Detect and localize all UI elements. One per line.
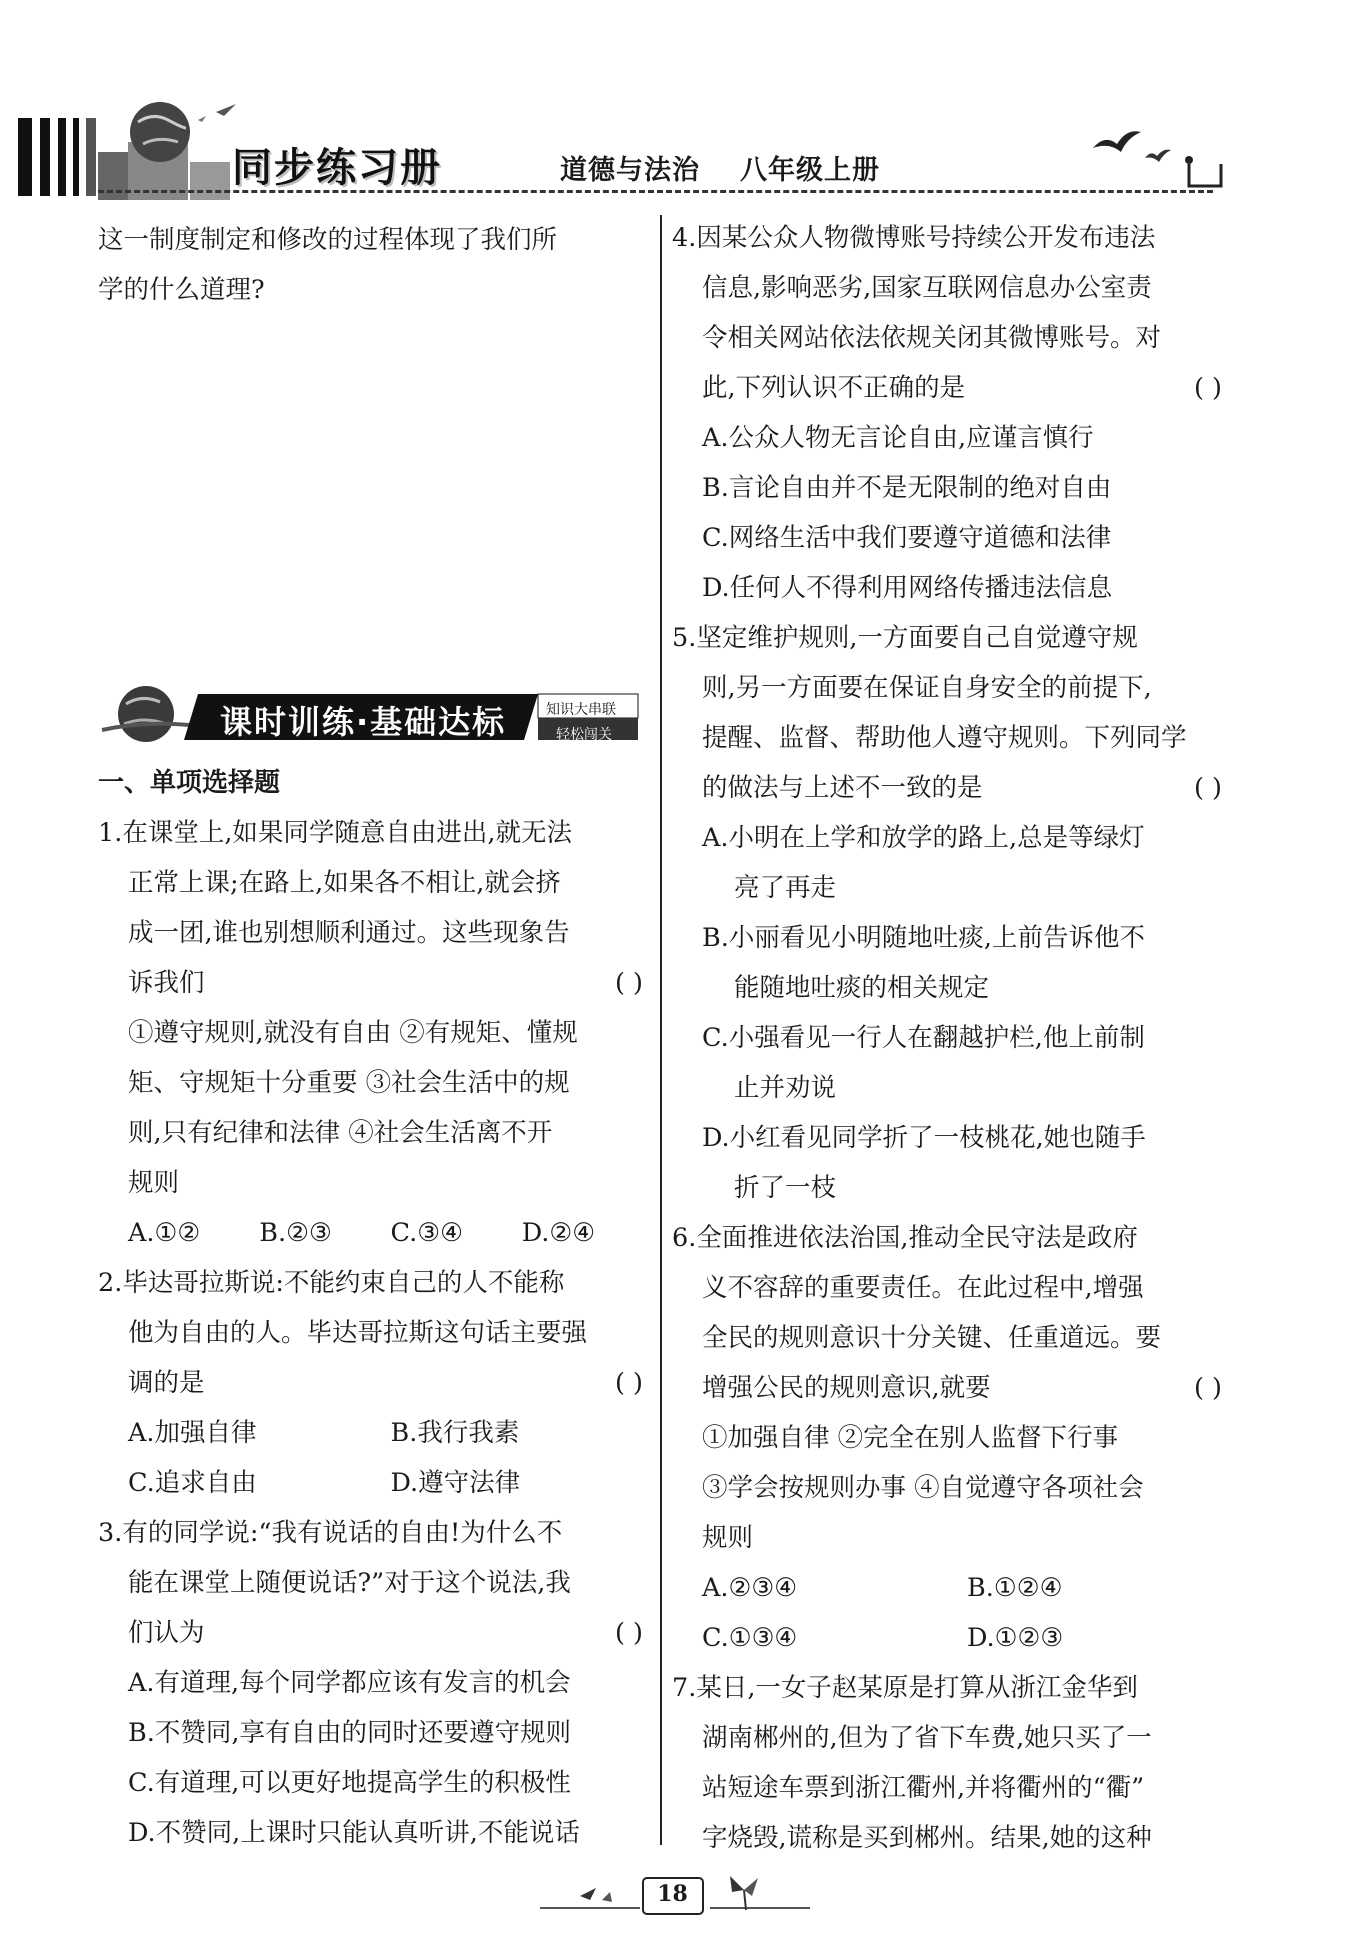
book-title: 同步练习册 — [232, 145, 442, 191]
answer-paren: ( ) — [1193, 773, 1222, 803]
question-text: 他为自由的人。毕达哥拉斯这句话主要强 — [128, 1318, 588, 1348]
question-text-last — [672, 363, 1232, 413]
option-b: B.言论自由并不是无限制的绝对自由 — [702, 473, 1112, 503]
question-text: 1.在课堂上,如果同学随意自由进出,就无法 — [98, 818, 573, 848]
statement-line: 规则 — [702, 1523, 754, 1553]
globe-logo-icon — [98, 92, 238, 202]
intro-line: 这一制度制定和修改的过程体现了我们所 — [98, 225, 558, 255]
option-b: B.不赞同,享有自由的同时还要遵守规则 — [128, 1718, 571, 1748]
option-c: C.网络生活中我们要遵守道德和法律 — [702, 523, 1112, 553]
answer-paren: ( ) — [614, 1618, 643, 1648]
question-1 — [98, 808, 653, 1258]
question-text: 站短途车票到浙江衢州,并将衢州的“衢” — [702, 1773, 1145, 1803]
statement-line: ①遵守规则,就没有自由 ②有规矩、懂规 — [128, 1018, 578, 1048]
question-text-last — [98, 1608, 653, 1658]
options-row — [672, 1613, 1232, 1663]
right-column — [672, 213, 1232, 1863]
option-b-cont: 能随地吐痰的相关规定 — [734, 973, 990, 1003]
statement-line: 规则 — [128, 1168, 180, 1198]
grade-label: 八年级上册 — [740, 155, 880, 186]
statement-line: 则,只有纪律和法律 ④社会生活离不开 — [128, 1118, 553, 1148]
option-d: D.遵守法律 — [390, 1468, 521, 1498]
options-row — [98, 1458, 653, 1508]
option-c: C.①③④ — [702, 1623, 798, 1653]
answer-paren: ( ) — [614, 1368, 643, 1398]
question-text-last — [98, 958, 653, 1008]
question-5 — [672, 613, 1232, 1213]
question-7 — [672, 1663, 1232, 1863]
header-stripes-decoration — [18, 118, 96, 196]
question-text: 调的是 — [128, 1368, 205, 1398]
option-d: D.②④ — [521, 1218, 596, 1248]
option-a: A.②③④ — [702, 1573, 798, 1603]
option-a: A.①② — [128, 1218, 201, 1248]
option-d: D.①②③ — [967, 1623, 1064, 1653]
options-row — [98, 1408, 653, 1458]
option-c: C.追求自由 — [128, 1468, 257, 1498]
question-text: 此,下列认识不正确的是 — [702, 373, 966, 403]
question-text: 义不容辞的重要责任。在此过程中,增强 — [702, 1273, 1144, 1303]
section-banner-tag-top: 知识大串联 — [546, 702, 616, 718]
question-text: 则,另一方面要在保证自身安全的前提下, — [702, 673, 1152, 703]
statement-line: 矩、守规矩十分重要 ③社会生活中的规 — [128, 1068, 570, 1098]
section-heading: 一、单项选择题 — [98, 768, 281, 798]
page-number: 18 — [657, 1881, 688, 1907]
option-a-cont: 亮了再走 — [734, 873, 837, 903]
birds-icon — [1085, 120, 1225, 200]
section-banner-title: 课时训练·基础达标 — [220, 703, 507, 741]
question-text-last — [672, 1363, 1232, 1413]
intro-line: 学的什么道理? — [98, 275, 265, 305]
question-text: 能在课堂上随便说话?”对于这个说法,我 — [128, 1568, 571, 1598]
question-text: 诉我们 — [128, 968, 205, 998]
option-a: A.小明在上学和放学的路上,总是等绿灯 — [702, 823, 1145, 853]
options-row — [672, 1563, 1232, 1613]
subject-label: 道德与法治 — [560, 155, 700, 186]
answer-paren: ( ) — [1193, 1373, 1222, 1403]
option-d: D.不赞同,上课时只能认真听讲,不能说话 — [128, 1818, 580, 1848]
question-text: 4.因某公众人物微博账号持续公开发布违法 — [672, 223, 1156, 253]
left-column — [98, 215, 653, 315]
question-text-last — [672, 763, 1232, 813]
option-d: D.任何人不得利用网络传播违法信息 — [702, 573, 1113, 603]
question-text: 们认为 — [128, 1618, 205, 1648]
option-b: B.②③ — [259, 1218, 332, 1248]
answer-paren: ( ) — [1193, 373, 1222, 403]
option-c: C.有道理,可以更好地提高学生的积极性 — [128, 1768, 571, 1798]
question-text: 全民的规则意识十分关键、任重道远。要 — [702, 1323, 1162, 1353]
question-text: 5.坚定维护规则,一方面要自己自觉遵守规 — [672, 623, 1138, 653]
option-c-cont: 止并劝说 — [734, 1073, 837, 1103]
header-dashed-line — [98, 190, 1213, 193]
question-text-last — [98, 1358, 653, 1408]
question-2 — [98, 1258, 653, 1508]
question-text: 的做法与上述不一致的是 — [702, 773, 983, 803]
question-text: 信息,影响恶劣,国家互联网信息办公室责 — [702, 273, 1152, 303]
option-d: D.小红看见同学折了一枝桃花,她也随手 — [702, 1123, 1146, 1153]
question-text: 成一团,谁也别想顺利通过。这些现象告 — [128, 918, 570, 948]
question-text: 2.毕达哥拉斯说:不能约束自己的人不能称 — [98, 1268, 565, 1298]
section-banner-tag-bottom: 轻松闯关 — [556, 727, 612, 743]
question-text: 3.有的同学说:“我有说话的自由!为什么不 — [98, 1518, 563, 1548]
question-text: 6.全面推进依法治国,推动全民守法是政府 — [672, 1223, 1138, 1253]
question-text: 湖南郴州的,但为了省下车费,她只买了一 — [702, 1723, 1152, 1753]
question-6 — [672, 1213, 1232, 1663]
statement-line: ③学会按规则办事 ④自觉遵守各项社会 — [702, 1473, 1144, 1503]
question-text: 字烧毁,谎称是买到郴州。结果,她的这种 — [702, 1823, 1152, 1853]
option-b: B.①②④ — [967, 1573, 1063, 1603]
question-4 — [672, 213, 1232, 613]
option-a: A.有道理,每个同学都应该有发言的机会 — [128, 1668, 571, 1698]
option-c: C.③④ — [390, 1218, 463, 1248]
option-a: A.公众人物无言论自由,应谨言慎行 — [702, 423, 1094, 453]
column-divider — [660, 215, 662, 1845]
option-a: A.加强自律 — [128, 1418, 257, 1448]
question-text: 增强公民的规则意识,就要 — [702, 1373, 991, 1403]
option-b: B.小丽看见小明随地吐痰,上前告诉他不 — [702, 923, 1145, 953]
question-3 — [98, 1508, 653, 1858]
option-d-cont: 折了一枝 — [734, 1173, 837, 1203]
option-b: B.我行我素 — [390, 1418, 520, 1448]
statement-line: ①加强自律 ②完全在别人监督下行事 — [702, 1423, 1119, 1453]
question-text: 令相关网站依法依规关闭其微博账号。对 — [702, 323, 1162, 353]
question-text: 7.某日,一女子赵某原是打算从浙江金华到 — [672, 1673, 1138, 1703]
answer-paren: ( ) — [614, 968, 643, 998]
question-text: 提醒、监督、帮助他人遵守规则。下列同学 — [702, 723, 1187, 753]
options-row — [98, 1208, 653, 1258]
option-c: C.小强看见一行人在翻越护栏,他上前制 — [702, 1023, 1145, 1053]
question-text: 正常上课;在路上,如果各不相让,就会挤 — [128, 868, 561, 898]
left-questions — [98, 808, 653, 1858]
